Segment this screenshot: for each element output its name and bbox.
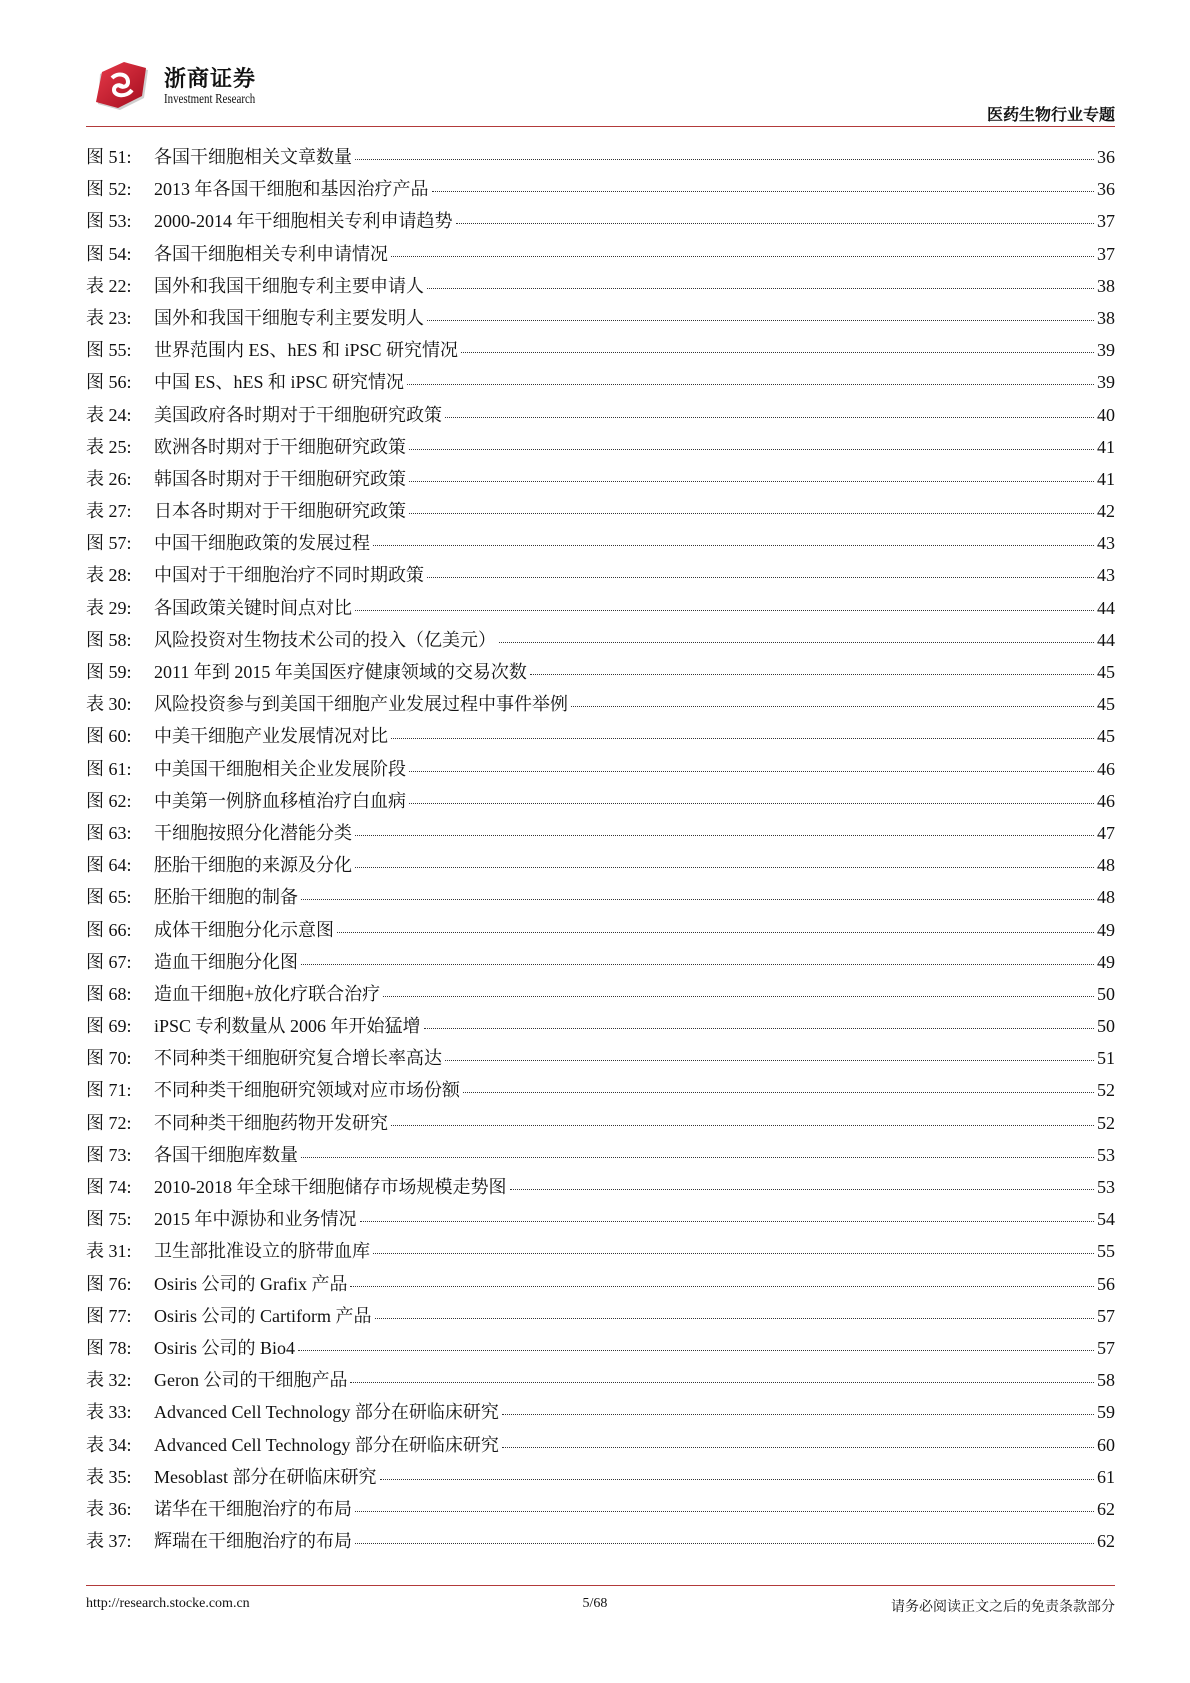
toc-entry-label: 图 59: [86, 662, 132, 682]
toc-dot-leader [571, 706, 1094, 707]
toc-entry-title: 胚胎干细胞的来源及分化 [154, 855, 352, 876]
toc-dot-leader [432, 191, 1095, 192]
toc-entry-title: Mesoblast 部分在研临床研究 [154, 1466, 377, 1487]
toc-entry-title: 2010-2018 年全球干细胞储存市场规模走势图 [154, 1177, 507, 1197]
toc-entry-label: 图 64: [86, 855, 132, 876]
toc-entry-page: 38 [1097, 275, 1115, 296]
toc-entry-page: 60 [1097, 1434, 1115, 1455]
toc-entry-page: 44 [1097, 597, 1115, 618]
toc-entry-page: 50 [1097, 1016, 1115, 1037]
toc-entry[interactable] [86, 1079, 1115, 1111]
toc-entry-page: 55 [1097, 1241, 1115, 1262]
company-logo-icon [94, 60, 154, 114]
toc-dot-leader [510, 1189, 1095, 1190]
report-title: 医药生物行业专题 [986, 105, 1115, 124]
toc-entry-label: 图 71: [86, 1080, 132, 1101]
toc-entry-title: 国外和我国干细胞专利主要发明人 [154, 307, 424, 328]
disclaimer-note: 请务必阅读正文之后的免责条款部分 [891, 1599, 1115, 1615]
toc-dot-leader [391, 1125, 1094, 1126]
toc-entry-page: 37 [1097, 243, 1115, 264]
toc-entry-title: 美国政府各时期对于干细胞研究政策 [154, 404, 442, 425]
toc-dot-leader [350, 1286, 1094, 1287]
toc-dot-leader [427, 320, 1094, 321]
toc-entry-title: 不同种类干细胞研究领域对应市场份额 [154, 1080, 460, 1101]
toc-dot-leader [463, 1092, 1094, 1093]
page-header [86, 56, 1115, 126]
toc-entry-title: 造血干细胞分化图 [154, 951, 298, 972]
toc-dot-leader [499, 642, 1094, 643]
toc-entry[interactable] [86, 371, 1115, 403]
toc-dot-leader [445, 417, 1094, 418]
toc-entry[interactable] [86, 146, 1115, 178]
toc-entry-label: 图 55: [86, 340, 132, 361]
toc-entry-label: 表 37: [86, 1531, 132, 1552]
toc-entry-label: 图 67: [86, 951, 132, 972]
toc-entry-label: 表 26: [86, 468, 132, 489]
toc-entry[interactable] [86, 1144, 1115, 1176]
toc-entry-label: 图 60: [86, 726, 132, 747]
toc-entry-label: 图 74: [86, 1177, 132, 1197]
toc-entry-title: Osiris 公司的 Grafix 产品 [154, 1273, 348, 1294]
toc-entry-page: 38 [1097, 307, 1115, 328]
toc-entry-label: 图 56: [86, 372, 132, 393]
toc-entry-page: 50 [1097, 983, 1115, 1004]
toc-entry[interactable] [86, 1434, 1115, 1466]
toc-entry-title: 中美干细胞产业发展情况对比 [154, 726, 388, 747]
toc-entry[interactable] [86, 629, 1115, 661]
toc-entry-page: 43 [1097, 533, 1115, 554]
toc-dot-leader [301, 964, 1094, 965]
toc-entry[interactable] [86, 693, 1115, 725]
toc-entry[interactable] [86, 1401, 1115, 1433]
toc-entry-label: 表 32: [86, 1370, 132, 1391]
toc-entry-page: 61 [1097, 1466, 1115, 1487]
toc-entry-title: 2011 年到 2015 年美国医疗健康领域的交易次数 [154, 662, 527, 682]
toc-dot-leader [391, 256, 1094, 257]
toc-dot-leader [427, 577, 1094, 578]
toc-dot-leader [298, 1350, 1094, 1351]
toc-entry-title: 不同种类干细胞药物开发研究 [154, 1112, 388, 1133]
toc-dot-leader [409, 803, 1094, 804]
toc-dot-leader [456, 223, 1095, 224]
toc-entry-page: 52 [1097, 1080, 1115, 1101]
toc-entry[interactable] [86, 210, 1115, 242]
toc-dot-leader [383, 996, 1094, 997]
toc-entry-title: 各国干细胞相关专利申请情况 [154, 243, 388, 264]
toc-entry[interactable] [86, 178, 1115, 210]
toc-dot-leader [373, 545, 1094, 546]
toc-entry-page: 40 [1097, 404, 1115, 425]
toc-entry-title: 风险投资参与到美国干细胞产业发展过程中事件举例 [154, 694, 568, 715]
toc-entry[interactable] [86, 404, 1115, 436]
toc-entry-label: 图 75: [86, 1209, 132, 1230]
toc-entry-label: 表 27: [86, 501, 132, 522]
toc-dot-leader [355, 867, 1094, 868]
toc-entry[interactable] [86, 597, 1115, 629]
toc-dot-leader [301, 1157, 1094, 1158]
toc-entry-title: 欧洲各时期对于干细胞研究政策 [154, 436, 406, 457]
toc-entry-page: 59 [1097, 1402, 1115, 1423]
toc-dot-leader [360, 1221, 1095, 1222]
toc-entry[interactable] [86, 854, 1115, 886]
toc-entry[interactable] [86, 1047, 1115, 1079]
toc-entry-title: 干细胞按照分化潜能分类 [154, 822, 352, 843]
footer-divider [86, 1585, 1115, 1586]
toc-entry-label: 表 31: [86, 1241, 132, 1262]
page-number: 5/68 [582, 1596, 608, 1611]
toc-entry-page: 46 [1097, 790, 1115, 811]
toc-entry[interactable] [86, 951, 1115, 983]
toc-entry-title: 各国政策关键时间点对比 [154, 597, 352, 618]
toc-entry-title: 风险投资对生物技术公司的投入（亿美元） [154, 629, 496, 650]
toc-entry-title: 各国干细胞库数量 [154, 1144, 298, 1165]
toc-entry-label: 图 70: [86, 1048, 132, 1069]
toc-entry[interactable] [86, 500, 1115, 532]
toc-entry-label: 图 61: [86, 758, 132, 779]
toc-entry-page: 56 [1097, 1273, 1115, 1294]
toc-entry-title: 中国 ES、hES 和 iPSC 研究情况 [154, 372, 405, 393]
toc-entry-label: 图 54: [86, 243, 132, 264]
toc-entry-label: 图 57: [86, 533, 132, 554]
toc-entry-title: 造血干细胞+放化疗联合治疗 [154, 983, 381, 1004]
toc-dot-leader [409, 481, 1094, 482]
toc-dot-leader [461, 352, 1094, 353]
toc-entry-title: 2000-2014 年干细胞相关专利申请趋势 [154, 211, 453, 232]
toc-entry-page: 49 [1097, 919, 1115, 940]
toc-entry-label: 图 51: [86, 147, 132, 167]
toc-entry[interactable] [86, 339, 1115, 371]
toc-entry-page: 44 [1097, 629, 1115, 650]
toc-entry[interactable] [86, 983, 1115, 1015]
toc-entry-title: Osiris 公司的 Cartiform 产品 [154, 1305, 372, 1326]
toc-entry-title: 国外和我国干细胞专利主要申请人 [154, 275, 424, 296]
toc-entry-label: 表 25: [86, 436, 132, 457]
toc-entry-title: Geron 公司的干细胞产品 [154, 1370, 348, 1391]
toc-entry-title: iPSC 专利数量从 2006 年开始猛增 [154, 1016, 421, 1037]
toc-entry-page: 42 [1097, 501, 1115, 522]
toc-entry[interactable] [86, 822, 1115, 854]
toc-entry-label: 表 22: [86, 275, 132, 296]
toc-entry[interactable] [86, 564, 1115, 596]
toc-entry-page: 62 [1097, 1531, 1115, 1552]
toc-entry-page: 48 [1097, 887, 1115, 908]
toc-entry[interactable] [86, 1305, 1115, 1337]
toc-entry-page: 49 [1097, 951, 1115, 972]
toc-entry-title: Advanced Cell Technology 部分在研临床研究 [154, 1402, 499, 1423]
toc-entry-label: 表 36: [86, 1498, 132, 1519]
toc-dot-leader [409, 771, 1094, 772]
toc-dot-leader [350, 1382, 1094, 1383]
toc-entry-page: 57 [1097, 1337, 1115, 1358]
toc-dot-leader [424, 1028, 1094, 1029]
toc-dot-leader [445, 1060, 1094, 1061]
toc-entry-label: 图 65: [86, 887, 132, 908]
toc-dot-leader [355, 159, 1094, 160]
toc-entry[interactable] [86, 1498, 1115, 1530]
toc-entry-page: 51 [1097, 1048, 1115, 1069]
toc-dot-leader [427, 288, 1094, 289]
brand-name: 浙商证券 [164, 67, 257, 92]
toc-dot-leader [407, 384, 1094, 385]
toc-entry-label: 表 34: [86, 1434, 132, 1455]
toc-entry-page: 54 [1097, 1209, 1115, 1230]
toc-entry-label: 图 69: [86, 1016, 132, 1037]
toc-entry-page: 57 [1097, 1305, 1115, 1326]
toc-entry-title: 卫生部批准设立的脐带血库 [154, 1241, 370, 1262]
toc-entry-title: 诺华在干细胞治疗的布局 [154, 1498, 352, 1519]
toc-entry-title: 2015 年中源协和业务情况 [154, 1209, 357, 1230]
footer-url-link[interactable]: http://research.stocke.com.cn [86, 1596, 250, 1611]
toc-entry-page: 48 [1097, 855, 1115, 876]
toc-entry-title: 各国干细胞相关文章数量 [154, 147, 352, 167]
toc-entry-page: 43 [1097, 565, 1115, 586]
toc-entry-page: 62 [1097, 1498, 1115, 1519]
toc-entry-label: 表 33: [86, 1402, 132, 1423]
toc-entry-label: 图 63: [86, 822, 132, 843]
toc-entry-title: 辉瑞在干细胞治疗的布局 [154, 1531, 352, 1552]
toc-entry-title: Osiris 公司的 Bio4 [154, 1337, 296, 1358]
toc-entry[interactable] [86, 532, 1115, 564]
toc-entry-label: 表 35: [86, 1466, 132, 1487]
toc-dot-leader [355, 835, 1094, 836]
toc-entry-page: 45 [1097, 726, 1115, 747]
toc-entry-page: 36 [1097, 147, 1115, 167]
toc-entry-page: 39 [1097, 340, 1115, 361]
toc-entry-title: 韩国各时期对于干细胞研究政策 [154, 468, 406, 489]
toc-entry[interactable] [86, 307, 1115, 339]
toc-dot-leader [409, 513, 1094, 514]
header-divider [86, 126, 1115, 127]
toc-entry-page: 37 [1097, 211, 1115, 232]
toc-entry-page: 45 [1097, 694, 1115, 715]
toc-entry-page: 47 [1097, 822, 1115, 843]
toc-entry[interactable] [86, 243, 1115, 275]
toc-entry[interactable] [86, 1369, 1115, 1401]
toc-entry-label: 图 73: [86, 1144, 132, 1165]
toc-entry-page: 58 [1097, 1370, 1115, 1391]
toc-entry[interactable] [86, 758, 1115, 790]
toc-entry-label: 表 29: [86, 597, 132, 618]
toc-entry-label: 图 62: [86, 790, 132, 811]
toc-entry[interactable] [86, 1466, 1115, 1498]
toc-dot-leader [391, 738, 1094, 739]
toc-entry[interactable] [86, 1337, 1115, 1369]
toc-entry[interactable] [86, 1112, 1115, 1144]
toc-entry[interactable] [86, 919, 1115, 951]
toc-dot-leader [502, 1414, 1094, 1415]
toc-entry[interactable] [86, 886, 1115, 918]
toc-entry[interactable] [86, 1530, 1115, 1562]
toc-entry-title: 中国干细胞政策的发展过程 [154, 533, 370, 554]
toc-entry[interactable] [86, 790, 1115, 822]
toc-entry-label: 图 76: [86, 1273, 132, 1294]
toc-entry-title: 日本各时期对于干细胞研究政策 [154, 501, 406, 522]
toc-dot-leader [409, 449, 1094, 450]
toc-entry[interactable] [86, 436, 1115, 468]
toc-dot-leader [355, 610, 1094, 611]
toc-entry-page: 53 [1097, 1144, 1115, 1165]
toc-entry[interactable] [86, 468, 1115, 500]
toc-entry-label: 图 58: [86, 629, 132, 650]
toc-dot-leader [337, 932, 1094, 933]
toc-entry-label: 表 30: [86, 694, 132, 715]
toc-entry-page: 41 [1097, 468, 1115, 489]
toc-dot-leader [502, 1447, 1094, 1448]
toc-entry-label: 图 77: [86, 1305, 132, 1326]
brand-tagline: Investment Research [164, 92, 256, 107]
toc-entry-label: 表 24: [86, 404, 132, 425]
toc-dot-leader [373, 1253, 1094, 1254]
toc-entry[interactable] [86, 1015, 1115, 1047]
toc-entry-label: 图 78: [86, 1337, 132, 1358]
toc-entry-label: 图 53: [86, 211, 132, 232]
toc-entry-page: 46 [1097, 758, 1115, 779]
toc-entry-label: 表 28: [86, 565, 132, 586]
toc-dot-leader [301, 899, 1094, 900]
toc-entry-page: 39 [1097, 372, 1115, 393]
toc-entry[interactable] [86, 1176, 1115, 1208]
toc-entry-page: 52 [1097, 1112, 1115, 1133]
toc-entry[interactable] [86, 275, 1115, 307]
toc-entry-title: Advanced Cell Technology 部分在研临床研究 [154, 1434, 499, 1455]
toc-entry[interactable] [86, 1208, 1115, 1240]
toc-entry-title: 不同种类干细胞研究复合增长率高达 [154, 1048, 442, 1069]
toc-entry-title: 胚胎干细胞的制备 [154, 887, 298, 908]
toc-entry-title: 世界范围内 ES、hES 和 iPSC 研究情况 [154, 340, 459, 361]
toc-entry[interactable] [86, 1273, 1115, 1305]
toc-entry-page: 53 [1097, 1177, 1115, 1197]
toc-dot-leader [355, 1511, 1094, 1512]
toc-entry[interactable] [86, 725, 1115, 757]
toc-dot-leader [355, 1543, 1094, 1544]
toc-dot-leader [380, 1479, 1095, 1480]
toc-entry-label: 图 68: [86, 983, 132, 1004]
toc-entry[interactable] [86, 661, 1115, 693]
table-of-contents [86, 146, 1115, 1562]
toc-dot-leader [530, 674, 1094, 675]
toc-entry-page: 45 [1097, 662, 1115, 682]
toc-entry-title: 中美国干细胞相关企业发展阶段 [154, 758, 406, 779]
toc-entry-title: 2013 年各国干细胞和基因治疗产品 [154, 179, 429, 200]
toc-entry-page: 41 [1097, 436, 1115, 457]
toc-entry-title: 成体干细胞分化示意图 [154, 919, 334, 940]
toc-entry-page: 36 [1097, 179, 1115, 200]
toc-entry-title: 中国对于干细胞治疗不同时期政策 [154, 565, 424, 586]
toc-entry-label: 图 52: [86, 179, 132, 200]
toc-entry-label: 图 72: [86, 1112, 132, 1133]
toc-entry-label: 图 66: [86, 919, 132, 940]
toc-entry[interactable] [86, 1240, 1115, 1272]
toc-entry-label: 表 23: [86, 307, 132, 328]
toc-entry-title: 中美第一例脐血移植治疗白血病 [154, 790, 406, 811]
toc-dot-leader [375, 1318, 1095, 1319]
